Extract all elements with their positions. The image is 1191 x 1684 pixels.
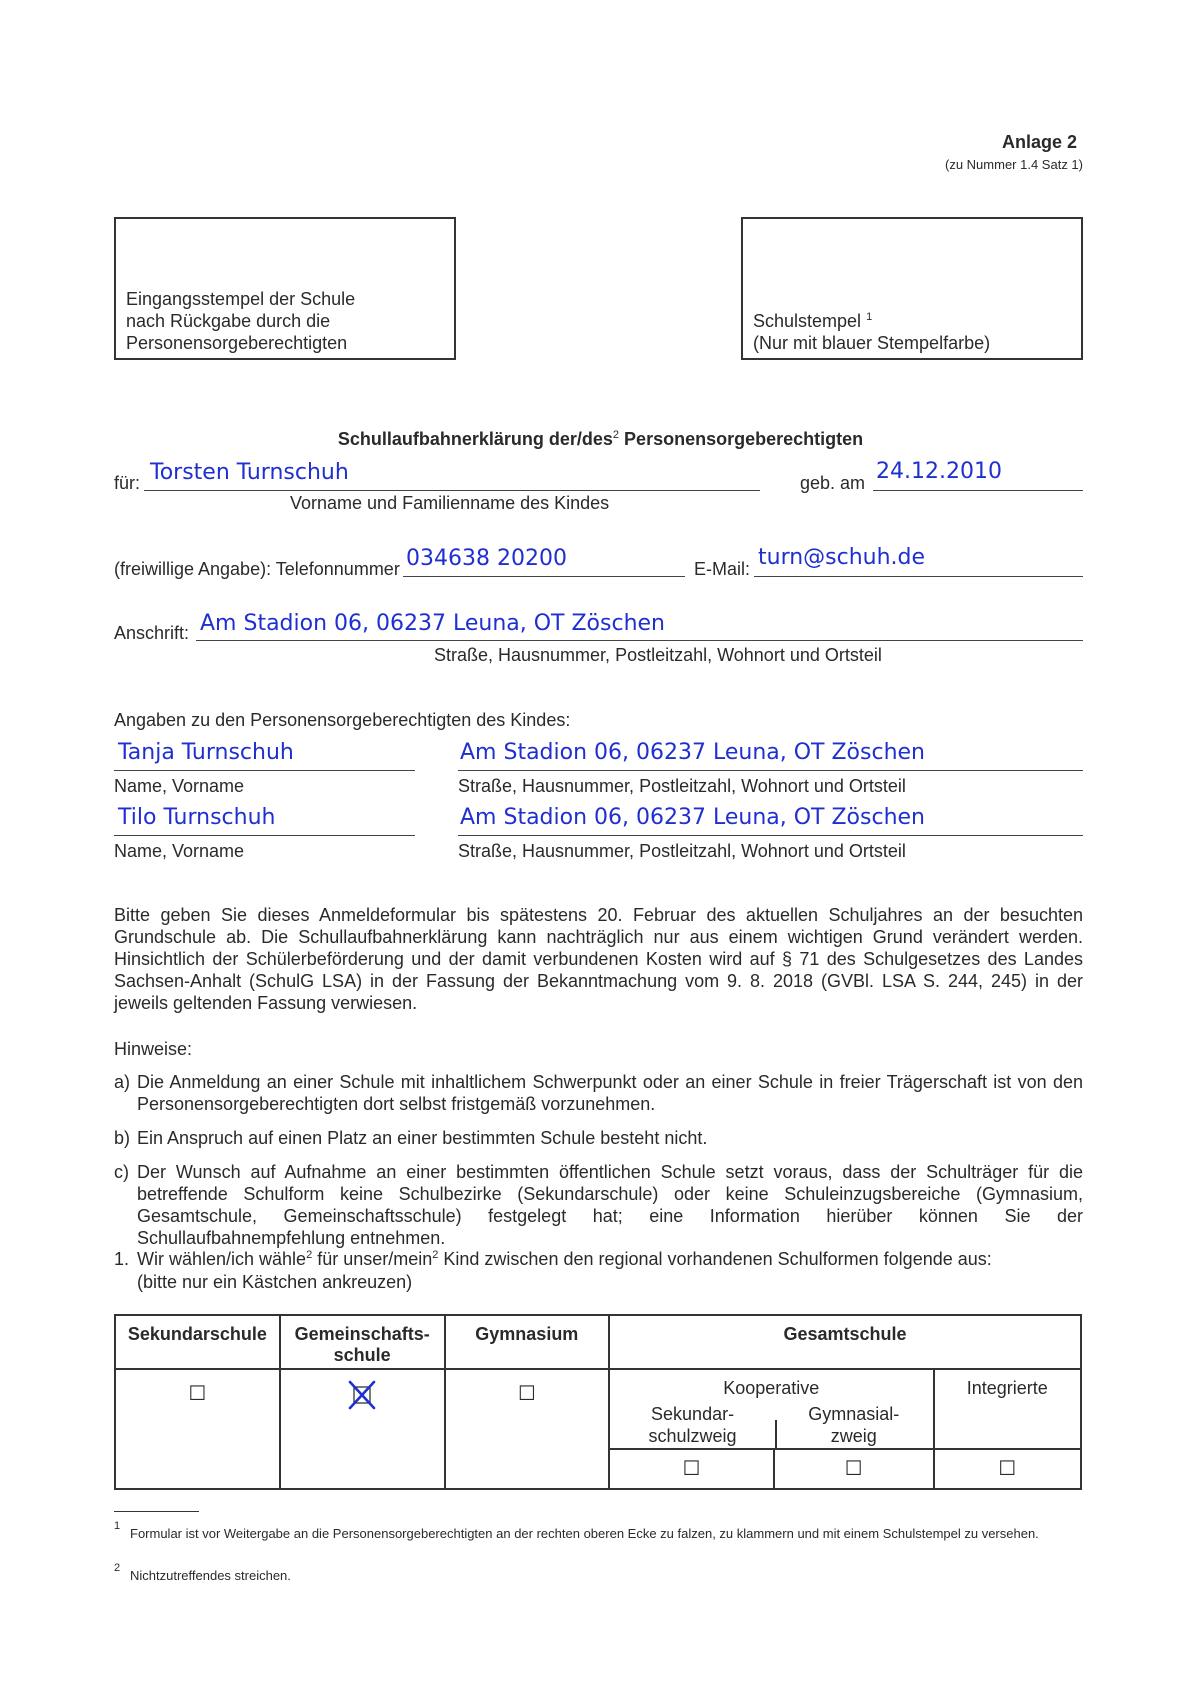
hint-a-label: a) (114, 1072, 131, 1092)
cell-sekundarschulzweig (609, 1449, 774, 1489)
footnote-mark: 1 (866, 311, 873, 323)
header-gemeinschaftsschule-line1: Gemeinschafts- (294, 1324, 430, 1344)
school-stamp-line1: Schulstempel (753, 311, 862, 331)
cell-gemeinschaftsschule (280, 1369, 445, 1489)
address-label: Anschrift: (114, 623, 190, 643)
cell-integrierte-checkbox (934, 1449, 1082, 1489)
label-sekundarschulzweig (610, 1403, 775, 1447)
phone-label: (freiwillige Angabe): Telefonnummer (114, 559, 400, 579)
phone-line (403, 576, 685, 577)
school-stamp-box (741, 217, 1083, 360)
form-title (0, 428, 1191, 450)
choice-number: 1. (114, 1249, 130, 1269)
choice-note: (bitte nur ein Kästchen ankreuzen) (137, 1272, 413, 1292)
header-sekundarschule: Sekundarschule (115, 1315, 280, 1369)
hint-a-text: Die Anmeldung an einer Schule mit inhaltlichem Schwerpunkt oder an einer Schule in freier Trägerschaft ist von den Personensorgeberechtigten dort selbst fristgemäß vorzunehmen. (137, 1072, 1083, 1114)
choice-text (137, 1248, 1083, 1270)
guardians-heading: Angaben zu den Personensorgeberechtigten des Kindes: (114, 710, 571, 730)
cell-sekundarschule (115, 1369, 280, 1489)
for-label: für: (114, 473, 141, 493)
hint-b-label: b) (114, 1128, 131, 1148)
guardian-1-name-line (114, 770, 415, 771)
header-gemeinschaftsschule-line2: schule (333, 1345, 391, 1365)
footnote-1-mark: 1 (114, 1520, 121, 1532)
cell-gymnasium (445, 1369, 610, 1489)
label-integrierte: Integrierte (966, 1378, 1048, 1398)
label-kooperative: Kooperative (723, 1378, 820, 1398)
hint-c-text: Der Wunsch auf Aufnahme an einer bestimmten öffentlichen Schule setzt voraus, dass der Schulträger für die betreffende Schulform keine Schulbezirke (Sekundarschule) oder keine Schuleinzugsbereiche (Gymnasium, Gesamtschule, Gemeinschaftsschule) festgelegt hat; eine Information hierüber können Sie der Schullaufbahnempfehlung entnehmen. (137, 1162, 1083, 1248)
school-type-table (114, 1314, 1082, 1490)
header-gesamtschule: Gesamtschule (609, 1315, 1081, 1369)
checkbox-gymnasialzweig[interactable]: ☐ (844, 1457, 863, 1480)
label-sekundarschulzweig-line2: schulzweig (648, 1426, 737, 1446)
cell-integrierte (934, 1369, 1082, 1449)
footnote-mark: 2 (432, 1249, 439, 1261)
label-gymnasialzweig-line1: Gymnasial- (808, 1404, 900, 1424)
annex-subtitle: (zu Nummer 1.4 Satz 1) (945, 157, 1083, 172)
header-gymnasium: Gymnasium (445, 1315, 610, 1369)
guardian-2-name-line (114, 835, 415, 836)
form-title-text-end: Personensorgeberechtigten (619, 429, 864, 449)
child-name-caption: Vorname und Familienname des Kindes (290, 493, 610, 513)
dob-label: geb. am (800, 473, 866, 493)
footnote-2-mark: 2 (114, 1562, 121, 1574)
choice-text-b: für unser/mein (312, 1249, 433, 1269)
incoming-stamp-line3: Personensorgeberechtigten (126, 333, 348, 353)
phone-field[interactable]: 034638 20200 (406, 546, 567, 571)
dob-line (873, 490, 1083, 491)
guardian-1-address-caption: Straße, Hausnummer, Postleitzahl, Wohnort und Ortsteil (458, 776, 906, 796)
guardian-2-name-caption: Name, Vorname (114, 841, 245, 861)
footnote-mark: 2 (612, 429, 620, 441)
hint-b-text: Ein Anspruch auf einen Platz an einer bestimmten Schule besteht nicht. (137, 1128, 708, 1148)
guardian-2-name-field[interactable]: Tilo Turnschuh (118, 805, 276, 830)
label-sekundarschulzweig-line1: Sekundar- (651, 1404, 735, 1424)
footnote-mark: 2 (306, 1249, 313, 1261)
cell-gymnasialzweig (774, 1449, 934, 1489)
guardian-2-address-caption: Straße, Hausnummer, Postleitzahl, Wohnort und Ortsteil (458, 841, 906, 861)
email-label: E-Mail: (694, 559, 751, 579)
checkbox-gymnasium[interactable]: ☐ (517, 1383, 536, 1405)
incoming-stamp-line2: nach Rückgabe durch die (126, 311, 331, 331)
guardian-1-name-caption: Name, Vorname (114, 776, 245, 796)
form-title-text: Schullaufbahnerklärung der/des (337, 429, 613, 449)
choice-text-c: Kind zwischen den regional vorhandenen Schulformen folgende aus: (438, 1249, 992, 1269)
checkbox-integrierte[interactable]: ☐ (998, 1457, 1017, 1480)
address-field[interactable]: Am Stadion 06, 06237 Leuna, OT Zöschen (200, 611, 665, 636)
cell-kooperative (609, 1369, 933, 1449)
school-stamp-line2: (Nur mit blauer Stempelfarbe) (753, 333, 991, 353)
label-gymnasialzweig (775, 1403, 932, 1447)
guardian-2-address-line (458, 835, 1083, 836)
column-divider (775, 1420, 777, 1448)
child-name-field[interactable]: Torsten Turnschuh (150, 460, 349, 485)
checkbox-sekundarschulzweig[interactable]: ☐ (682, 1457, 701, 1480)
label-gymnasialzweig-line2: zweig (830, 1426, 877, 1446)
child-name-line (144, 490, 760, 491)
header-gemeinschaftsschule (280, 1315, 445, 1369)
email-line (754, 576, 1083, 577)
hint-c-label: c) (114, 1162, 129, 1182)
annex-title: Anlage 2 (1001, 132, 1077, 152)
address-line (196, 640, 1083, 641)
email-field[interactable]: turn@schuh.de (758, 545, 926, 570)
guardian-2-address-field[interactable]: Am Stadion 06, 06237 Leuna, OT Zöschen (460, 805, 925, 830)
dob-field[interactable]: 24.12.2010 (876, 459, 1002, 484)
guardian-1-address-line (458, 770, 1083, 771)
footnote-1-text: Formular ist vor Weitergabe an die Personensorgeberechtigten an der rechten oberen Ecke zu falzen, zu klammern und mit einem Schulstempel zu versehen. (130, 1526, 1039, 1541)
checkbox-gemeinschaftsschule[interactable] (347, 1380, 377, 1410)
guardian-1-address-field[interactable]: Am Stadion 06, 06237 Leuna, OT Zöschen (460, 740, 925, 765)
footnote-separator (114, 1511, 199, 1512)
incoming-stamp-box (114, 217, 456, 360)
hints-heading: Hinweise: (114, 1039, 193, 1059)
instructions-paragraph: Bitte geben Sie dieses Anmeldeformular bis spätestens 20. Februar des aktuellen Schuljahres an der besuchten Grundschule ab. Die Schullaufbahnerklärung kann nachträglich nur aus einem wichtigen Grund verändert werden. Hinsichtlich der Schülerbeförderung und der damit verbundenen Kosten wird auf § 71 des Schulgesetzes des Landes Sachsen-Anhalt (SchulG LSA) in der Fassung der Bekanntmachung vom 9. 8. 2018 (GVBl. LSA S. 244, 245) in der jeweils geltenden Fassung verwiesen. (114, 905, 1083, 1013)
footnote-2-text: Nichtzutreffendes streichen. (130, 1568, 291, 1583)
choice-text-a: Wir wählen/ich wähle (137, 1249, 307, 1269)
checkbox-sekundarschule[interactable]: ☐ (188, 1383, 207, 1405)
incoming-stamp-line1: Eingangsstempel der Schule (126, 289, 356, 309)
address-caption: Straße, Hausnummer, Postleitzahl, Wohnort und Ortsteil (434, 645, 882, 665)
guardian-1-name-field[interactable]: Tanja Turnschuh (118, 740, 294, 765)
